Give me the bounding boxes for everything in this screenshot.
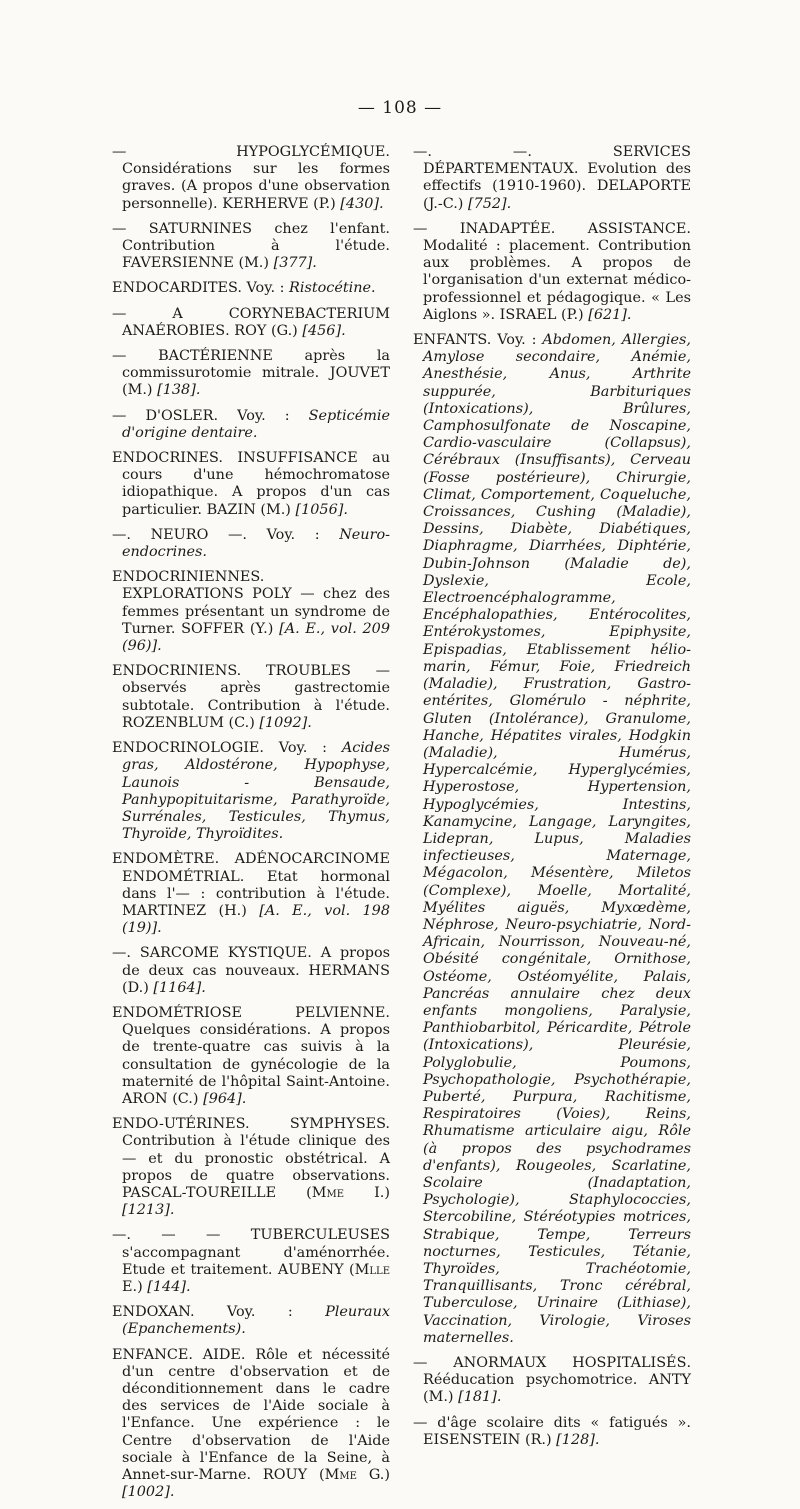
- entry-reference: [128].: [556, 1431, 600, 1448]
- page-number: — 108 —: [357, 98, 443, 118]
- entry-author: ROUY (Mme G.): [262, 1467, 390, 1484]
- entry-reference: [752].: [467, 195, 512, 212]
- entry-reference: [138].: [157, 382, 201, 399]
- index-entry: [112, 144, 390, 213]
- entry-text: ENFANCE. AIDE. Rôle et nécessité d'un centre d'observation et de déconditionnement dans le cadre des services de l'Aide sociale à l'Enfance. Une expérience : le Centre d'observation de l'Aide sociale à l'Enfance de la Seine, à Annet-sur-Marne.: [112, 1346, 390, 1484]
- entry-prefix: —: [112, 348, 159, 365]
- entry-reference: [1164].: [153, 979, 206, 996]
- entry-author: ROZENBLUM (C.): [122, 714, 260, 731]
- entry-text: ENDOCRINOLOGIE. Voy. :: [112, 740, 342, 757]
- entry-author: ROY (G.): [234, 322, 303, 339]
- entry-text: ENDOCARDITES. Voy. :: [112, 280, 290, 297]
- entry-text: ENDO-UTÉRINES. SYMPHYSES. Contribution à l'étude clinique des — et du pronostic obstétrical. A propos de quatre observations.: [112, 1116, 390, 1184]
- index-entry: [112, 221, 390, 273]
- entry-author: PASCAL-TOUREILLE (Mme I.): [122, 1184, 390, 1201]
- index-entry: [112, 306, 390, 340]
- index-entry: [413, 1355, 691, 1407]
- entry-text: ENDOCRINES. INSUFFISANCE au cours d'une hémochromatose idiopathique. A propos d'un cas particulier.: [112, 450, 390, 518]
- entry-author: HERMANS (D.): [122, 962, 390, 996]
- index-entry: [112, 1347, 390, 1502]
- index-entry: [413, 1415, 691, 1449]
- entry-reference: Abdomen, Allergies, Amylose secondaire, Anémie, Anesthésie, Anus, Arthrite suppurée, Barbituriques (Intoxications), Brûlures, Camphosulfonate de Noscapine, Cardio-vasculaire (Collapsus), Cérébraux (Insuffisants), Cerveau (Fosse postérieure), Chirurgie, Climat, Comportement, Coqueluche, Croissances, Cushing (Maladie), Dessins, Diabète, Diabétiques, Diaphragme, Diarrhées, Diphtérie, Dubin-Johnson (Maladie de), Dyslexie, Ecole, Electroencéphalogramme, Encéphalopathies, Entérocolites, Entérokystomes, Epiphysite, Epispadias, Etablissement hélio-marin, Fémur, Foie, Friedreich (Maladie), Frustration, Gastro-entérites, Glomérulo - néphrite, Gluten (Intolérance), Granulome, Hanche, Hépatites virales, Hodgkin (Maladie), Humérus, Hypercalcémie, Hyperglycémies, Hyperostose, Hypertension, Hypoglycémies, Intestins, Kanamycine, Langage, Laryngites, Lidepran, Lupus, Maladies infectieuses, Maternage, Mégacolon, Mésentère, Miletos (Complexe), Moelle, Mortalité, Myélites aiguës, Myxœdème, Néphrose, Neuro-psychiatrie, Nord-Africain, Nourrisson, Nouveau-né, Obésité congénitale, Ornithose, Ostéome, Ostéomyélite, Palais, Pancréas annulaire chez deux enfants mongoliens, Paralysie, Panthiobarbitol, Péricardite, Pétrole (Intoxications), Pleurésie, Polyglobulie, Poumons, Psychopathologie, Psychothérapie, Puberté, Purpura, Rachitisme, Respiratoires (Voies), Reins, Rhumatisme articulaire aigu, Rôle (à propos des psychodrames d'enfants), Rougeoles, Scarlatine, Scolaire (Inadaptation, Psychologie), Staphylococcies, Stercobiline, Stéréotypies motrices, Strabique, Tempe, Terreurs nocturnes, Testicules, Tétanie, Thyroïdes, Trachéotomie, Tranquillisants, Tronc cérébral, Tuberculose, Urinaire (Lithiase), Vaccination, Virologie, Viroses maternelles.: [423, 332, 692, 1346]
- entry-subheading: BACTÉRIENNE: [158, 348, 273, 365]
- entry-prefix: —: [413, 220, 460, 237]
- entry-prefix: —. —: [112, 1227, 207, 1244]
- index-entry: [112, 348, 390, 400]
- entry-reference: Septicémie d'origine dentaire.: [122, 407, 390, 441]
- entry-prefix: —: [112, 305, 173, 322]
- entry-subheading: A CORYNEBACTERIUM ANAÉROBIES: [122, 305, 391, 339]
- entry-text: ENFANTS. Voy. :: [413, 332, 543, 349]
- entry-prefix: —. —.: [413, 144, 613, 160]
- entry-text: . Evolution des effectifs (1910-1960).: [423, 161, 691, 195]
- index-entry: [112, 1116, 390, 1219]
- entry-text: après la commissurotomie mitrale.: [122, 348, 390, 382]
- entry-reference: [621].: [588, 306, 632, 323]
- entry-author: MARTINEZ (H.): [122, 902, 260, 919]
- index-entry: [112, 527, 390, 561]
- entry-reference: [144].: [147, 1278, 191, 1295]
- entry-author: BAZIN (M.): [206, 501, 296, 518]
- entry-author: AUBENY (Mlle E.): [122, 1261, 390, 1295]
- entry-author: KERHERVE (P.): [222, 195, 341, 212]
- entry-text: d'âge scolaire dits « fatigués ».: [437, 1414, 691, 1431]
- entry-reference: Acides gras, Aldostérone, Hypophyse, Launois - Bensaude, Panhypopituitarisme, Parathyroïde, Surrénales, Testicules, Thymus, Thyroïde, Thyroïdites.: [122, 740, 390, 843]
- entry-reference: Neuro-endocrines.: [122, 526, 390, 561]
- entry-subheading: SATURNINES: [148, 220, 253, 237]
- entry-text: . A propos de deux cas nouveaux.: [122, 945, 390, 979]
- right-column: [413, 144, 691, 1457]
- index-entry: [112, 1005, 390, 1108]
- entry-author: SOFFER (Y.): [181, 620, 280, 637]
- entry-subheading: SERVICES DÉPARTEMENTAUX: [423, 144, 691, 178]
- index-entry: [112, 450, 390, 519]
- entry-subheading: D'OSLER: [145, 407, 214, 424]
- entry-prefix: —: [112, 144, 237, 160]
- entry-text: . Voy. :: [213, 407, 309, 424]
- index-entry: [112, 280, 390, 297]
- entry-subheading: SARCOME KYSTIQUE: [139, 945, 308, 962]
- entry-subheading: ANORMAUX HOSPITALISÉS: [453, 1355, 687, 1372]
- index-entry: [112, 1227, 390, 1296]
- entry-reference: [964].: [203, 1090, 247, 1107]
- left-column: [112, 144, 390, 1509]
- entry-author: EISENSTEIN (R.): [423, 1431, 557, 1448]
- entry-reference: [456].: [302, 322, 346, 339]
- entry-reference: [181].: [458, 1389, 502, 1406]
- entry-prefix: —: [112, 220, 149, 237]
- index-entry: [112, 740, 390, 843]
- entry-text: ENDOCRINIENS. TROUBLES — observés après gastrectomie subtotale. Contribution à l'étude.: [112, 663, 390, 714]
- entry-text: . Rééducation psychomotrice.: [423, 1355, 692, 1389]
- index-entry: [413, 332, 691, 1347]
- entry-text: ENDOMÈTRE. ADÉNOCARCINOME ENDOMÉTRIAL. Etat hormonal dans l'— : contribution à l'étude.: [112, 851, 390, 902]
- entry-subheading: — TUBERCULEUSES: [206, 1227, 390, 1244]
- entry-text: INADAPTÉE. ASSISTANCE. Modalité : placement. Contribution aux problèmes. A propos de l'organisation d'un externat médico-professionnel et pédagogique. « Les Aiglons ».: [423, 220, 692, 323]
- entry-reference: [1002].: [122, 1484, 175, 1501]
- entry-reference: [A. E., vol. 209 (96)].: [122, 620, 390, 655]
- entry-author: ANTY (M.): [423, 1372, 691, 1406]
- entry-text: chez l'enfant. Contribution à l'étude.: [122, 220, 391, 255]
- entry-text: s'accompagnant d'aménorrhée. Etude et traitement.: [122, 1244, 390, 1278]
- entry-text: ENDOXAN. Voy. :: [112, 1304, 326, 1321]
- entry-prefix: —: [112, 407, 146, 424]
- entry-reference: [1213].: [122, 1202, 175, 1219]
- entry-text: .: [225, 322, 235, 339]
- index-entry: [112, 569, 390, 655]
- index-entry: [112, 408, 390, 442]
- entry-text: ENDOMÉTRIOSE PELVIENNE. Quelques considérations. A propos de trente-quatre cas suivis à la consultation de gynécologie de la maternité de l'hôpital Saint-Antoine.: [112, 1004, 390, 1090]
- entry-reference: [A. E., vol. 198 (19)].: [122, 902, 390, 937]
- index-entry: [112, 851, 390, 937]
- entry-author: ISRAEL (P.): [499, 306, 589, 323]
- entry-reference: [1056].: [295, 501, 348, 518]
- entry-reference: [377].: [273, 255, 317, 272]
- entry-prefix: —: [413, 1355, 454, 1372]
- entry-author: ARON (C.): [122, 1090, 204, 1107]
- index-entry: [413, 221, 691, 324]
- entry-text: ENDOCRINIENNES. EXPLORATIONS POLY — chez des femmes présentant un syndrome de Turner.: [112, 569, 390, 637]
- index-entry: [112, 945, 390, 997]
- entry-author: JOUVET (M.): [122, 365, 390, 399]
- index-entry: [112, 663, 390, 732]
- index-entry: [112, 1304, 390, 1338]
- entry-reference: [1092].: [259, 714, 312, 731]
- index-entry: [413, 144, 691, 213]
- entry-prefix: —.: [112, 945, 140, 962]
- entry-prefix: —: [413, 1414, 438, 1431]
- entry-subheading: HYPOGLYCÉMIQUE: [236, 144, 386, 160]
- entry-reference: Ristocétine.: [289, 280, 376, 297]
- entry-author: DELAPORTE (J.-C.): [423, 178, 691, 212]
- entry-reference: Pleuraux (Epanchements).: [122, 1304, 390, 1338]
- entry-text: —. NEURO —. Voy. :: [112, 526, 340, 543]
- entry-text: . Considérations sur les formes graves. (A propos d'une observation personnelle).: [122, 144, 390, 212]
- entry-author: FAVERSIENNE (M.): [122, 255, 274, 272]
- entry-reference: [430].: [340, 195, 384, 212]
